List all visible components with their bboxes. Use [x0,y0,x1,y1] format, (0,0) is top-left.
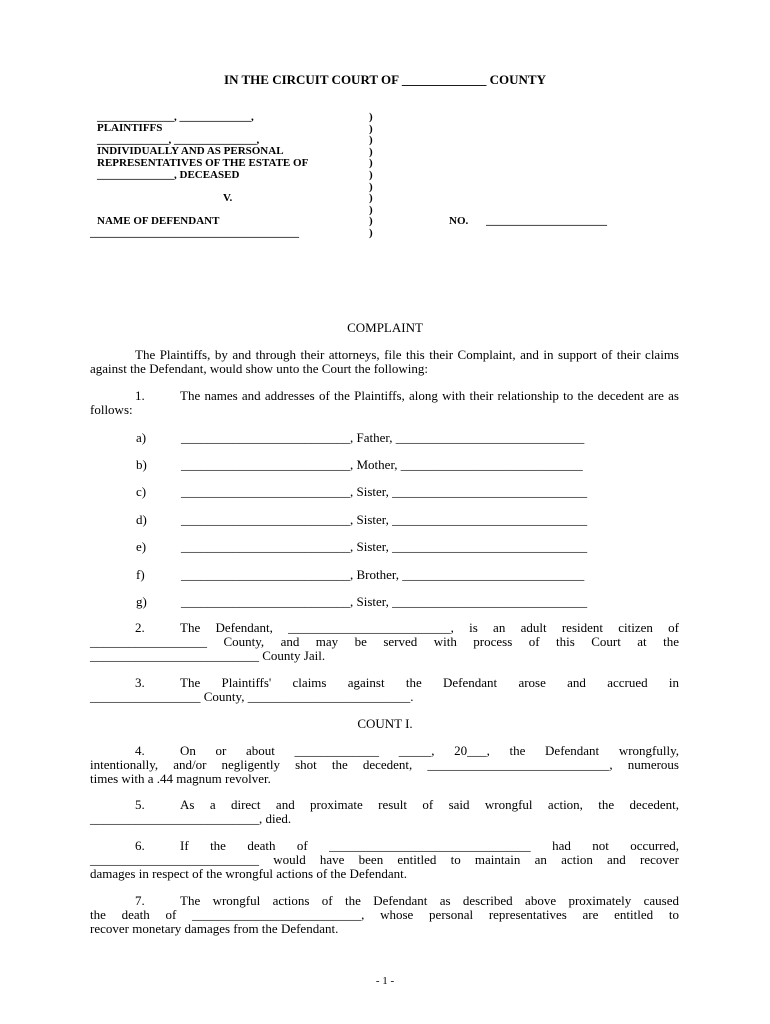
paragraph-3-number: 3. [135,675,145,690]
paragraph-2: 2. The Defendant, _________________________, is an adult resident citizen of __________________ County, and may be served with process of this Court at the __________________________ County Jail. [90,620,679,663]
caption-deceased: ______________, DECEASED [97,169,240,181]
paragraph-2-number: 2. [135,620,145,635]
paragraph-6: 6. If the death of _______________________________ had not occurred, __________________________ would have been entitled to maintain an action and recover damages in respect of the wrongful actions of the Defendant. [90,838,679,881]
paragraph-1-number: 1. [135,388,145,403]
paragraph-4: 4. On or about _____________ _____, 20___, the Defendant wrongfully, intentionally, and/or negligently shot the decedent, ____________________________, numerous times with a .44 magnum revolver. [90,743,679,786]
list-item: d) __________________________, Sister, ______________________________ [136,512,588,527]
paragraph-6-number: 6. [135,838,145,853]
caption-defendant-name: NAME OF DEFENDANT [97,215,220,227]
list-item: f) __________________________, Brother, ____________________________ [136,567,585,582]
list-item: g) __________________________, Sister, ______________________________ [136,594,588,609]
paragraph-4-number: 4. [135,743,145,758]
case-number-label: NO. [449,215,469,227]
paragraph-7: 7. The wrongful actions of the Defendant as described above proximately caused the death of __________________________, whose personal representatives are entitled to recover monetary damages from the Defendant. [90,893,679,936]
case-number-blank: ______________________ [486,215,607,227]
paragraph-1-text: The names and addresses of the Plaintiffs, along with their relationship to the decedent are as follows: [90,388,679,417]
court-title: IN THE CIRCUIT COURT OF _____________ COUNTY [224,72,546,87]
list-item: c) __________________________, Sister, ______________________________ [136,484,588,499]
paragraph-3: 3. The Plaintiffs' claims against the Defendant arose and accrued in _________________ County, _________________________. [90,675,679,704]
paragraph-1 [90,389,679,417]
caption-representatives: REPRESENTATIVES OF THE ESTATE OF [97,157,309,169]
intro-paragraph: The Plaintiffs, by and through their attorneys, file this their Complaint, and in support of their claims against the Defendant, would show unto the Court the following: [90,347,679,376]
page-number: - 1 - [375,975,395,987]
list-item: e) __________________________, Sister, ______________________________ [136,539,588,554]
paragraph-5-number: 5. [135,797,145,812]
list-item: b) __________________________, Mother, ____________________________ [136,457,583,472]
caption-parentheses: ) ) ) ) ) ) ) ) ) ) ) [369,111,373,239]
paragraph-7-number: 7. [135,893,145,908]
caption-plaintiff-blanks: ______________, _____________, [97,111,254,123]
caption-versus: V. [223,192,233,204]
caption-plaintiff-blanks-2: _____________, _______________, [97,134,260,146]
paragraph-5: 5. As a direct and proximate result of said wrongful action, the decedent, __________________________, died. [90,797,679,826]
caption-plaintiffs-label: PLAINTIFFS [97,122,163,134]
count-heading: COUNT I. [357,716,413,731]
complaint-heading: COMPLAINT [347,320,423,335]
caption-individually: INDIVIDUALLY AND AS PERSONAL [97,145,284,157]
list-item: a) __________________________, Father, _____________________________ [136,430,585,445]
caption-defendant-line: ______________________________________ [90,227,299,239]
